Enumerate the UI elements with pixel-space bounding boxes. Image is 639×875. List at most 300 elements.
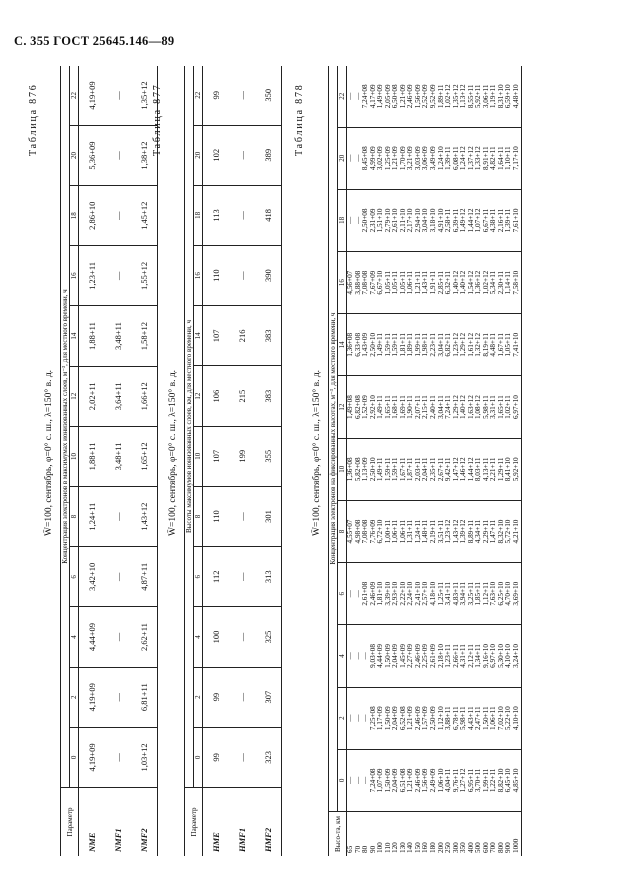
value-cell: 199 (229, 426, 255, 486)
value-cell: 1,40+12 (451, 270, 460, 295)
value-cell: 8,31+10 (496, 84, 505, 109)
value-cell: 1,35+12 (131, 66, 158, 125)
value-cell: 5,34+11 (489, 270, 498, 295)
value-cell: 2,04+09 (391, 706, 400, 731)
hour-column (347, 66, 522, 127)
hour-column (347, 127, 522, 189)
value-cell: 6,67+10 (376, 270, 385, 295)
value-cell: 6,45+10 (504, 768, 513, 793)
value-cell: 7,67+09 (368, 270, 377, 295)
table-876 (60, 66, 158, 856)
value-cell: 6,50+08 (391, 84, 400, 109)
hour-8: 8 (338, 500, 347, 562)
value-cell: 9,76+11 (451, 768, 460, 793)
value-cell: — (229, 727, 255, 787)
value-cell: 4,70+10 (504, 581, 513, 606)
value-cell: 8,82+10 (496, 768, 505, 793)
value-cell: 1,29+12 (459, 332, 468, 357)
value-cell: 2,46+09 (368, 581, 377, 606)
value-cell: — (353, 92, 362, 100)
param-name: HMF1 (237, 827, 247, 852)
hour-18: 18 (338, 189, 347, 251)
value-cell: — (353, 154, 362, 162)
value-cell: 301 (255, 486, 282, 546)
value-cell: 4,34+11 (474, 519, 483, 544)
value-cell: 1,49+11 (376, 333, 385, 357)
value-cell: 2,86+10 (79, 186, 106, 246)
hour-4: 4 (338, 625, 347, 687)
value-cell: 2,62+11 (131, 607, 158, 667)
value-cell: 8,03+11 (474, 457, 483, 482)
altitude-value: 250 (444, 842, 453, 853)
value-cell: 1,05+11 (504, 333, 513, 357)
value-cell: 2,61+10 (391, 208, 400, 233)
value-cell: 3,06+11 (481, 84, 490, 109)
value-cell: 2,23+11 (429, 333, 438, 357)
value-cell: 6,72+10 (376, 519, 385, 544)
hour-10: 10 (194, 426, 203, 486)
hour-18: 18 (70, 186, 79, 246)
value-cell: 1,45+12 (131, 186, 158, 246)
value-cell: 1,29+11 (496, 457, 505, 482)
value-cell: 1,33+12 (474, 146, 483, 171)
value-cell: 1,54+12 (466, 270, 475, 295)
value-cell: 1,06+11 (406, 270, 415, 295)
value-cell: 7,63+10 (489, 581, 498, 606)
hour-16: 16 (338, 252, 347, 314)
value-cell: 6,81+11 (131, 667, 158, 727)
value-cell: 6,51+08 (398, 768, 407, 793)
hour-column (347, 376, 522, 438)
value-cell: 1,49+08 (346, 395, 354, 419)
value-cell: 1,14+11 (504, 270, 513, 295)
hour-2: 2 (70, 667, 79, 727)
value-cell: 1,25+09 (383, 146, 392, 171)
value-cell: 3,88+08 (353, 270, 362, 295)
altitude-value: 150 (413, 842, 422, 853)
value-cell: 2,25+09 (421, 644, 430, 668)
value-cell: 4,48+11 (489, 333, 498, 357)
value-cell: 7,02+10 (496, 706, 505, 731)
value-cell: 1,02+12 (444, 84, 453, 109)
hour-16: 16 (194, 246, 203, 306)
value-cell: 1,68+11 (391, 395, 400, 419)
value-cell: 1,49+11 (376, 457, 385, 482)
value-cell: — (105, 246, 131, 306)
table-row (105, 66, 131, 856)
value-cell: 1,52+09 (361, 395, 370, 419)
value-cell: — (353, 776, 362, 784)
value-cell: 1,05+11 (398, 270, 407, 295)
value-cell: 1,56+09 (413, 84, 422, 109)
value-cell: 1,43+11 (421, 270, 430, 295)
value-cell: 4,44+09 (376, 644, 385, 668)
value-cell: 3,94+11 (459, 581, 468, 606)
value-cell: 8,55+11 (466, 84, 475, 109)
value-cell: 6,33+08 (353, 332, 362, 357)
value-cell: 1,24+12 (459, 146, 468, 171)
value-cell: 7,24+08 (368, 768, 377, 793)
data-block (347, 66, 522, 856)
value-cell: 1,23+12 (451, 332, 460, 357)
value-cell: 1,67+11 (398, 457, 407, 482)
value-cell: 5,22+10 (504, 706, 513, 731)
value-cell: 1,07+09 (376, 768, 385, 793)
value-cell: 2,61+08 (361, 581, 370, 606)
altitude-value: 1000 (512, 838, 521, 853)
value-cell: — (229, 667, 255, 727)
table-row (79, 66, 106, 856)
value-cell: 4,98+08 (353, 519, 362, 544)
value-cell: 2,58+11 (444, 208, 453, 233)
value-cell: 1,89+11 (436, 84, 445, 109)
value-cell: 1,02+12 (481, 270, 490, 295)
value-cell: 3,49+09 (429, 146, 438, 171)
hour-12: 12 (70, 366, 79, 426)
hour-22: 22 (338, 66, 347, 127)
value-cell: 7,08+08 (361, 270, 370, 295)
value-cell: 1,90+11 (406, 395, 415, 419)
group-header: Концентрация электронов в максимумах ионизованных слоев, м⁻³, для местного времени, ч (61, 66, 70, 788)
value-cell: 6,82+11 (444, 333, 453, 357)
table-row (229, 66, 255, 856)
value-cell: 2,04+11 (421, 457, 430, 482)
value-cell: 4,55+07 (346, 519, 354, 544)
value-cell: 4,85+10 (512, 768, 521, 793)
value-cell: 1,48+11 (421, 519, 430, 544)
value-cell: 102 (203, 125, 230, 185)
value-cell: 8,32+10 (496, 519, 505, 544)
value-cell: 2,61+09 (429, 644, 438, 668)
value-cell: 2,41+10 (413, 581, 422, 606)
value-cell: — (361, 652, 370, 660)
table-878-caption: Таблица 878 (294, 83, 305, 156)
value-cell: 1,21+09 (406, 706, 415, 731)
hour-column (347, 749, 522, 811)
table-877 (184, 66, 282, 856)
value-cell: 2,19+11 (429, 519, 438, 544)
value-cell: 2,24+10 (406, 581, 415, 606)
altitude-value: 100 (376, 842, 385, 853)
altitude-value: 90 (368, 845, 377, 853)
value-cell: 1,29+12 (451, 395, 460, 419)
value-cell: 1,23+11 (444, 644, 453, 668)
value-cell: 1,35+12 (451, 84, 460, 109)
value-cell: — (346, 652, 354, 660)
value-cell: — (229, 246, 255, 306)
value-cell: — (346, 92, 354, 100)
value-cell: — (229, 125, 255, 185)
value-cell: 99 (203, 727, 230, 787)
value-cell: 1,08+12 (474, 395, 483, 419)
hour-column (347, 625, 522, 687)
value-cell: 6,97+10 (512, 395, 521, 419)
value-cell: 1,81+11 (398, 333, 407, 357)
value-cell: — (105, 186, 131, 246)
value-cell: 1,99+11 (481, 768, 490, 793)
value-cell: 2,31+09 (368, 208, 377, 233)
value-cell: 1,88+11 (79, 306, 106, 366)
hour-column (347, 500, 522, 562)
param-header: Параметр (65, 807, 74, 837)
value-cell: 1,59+11 (391, 457, 400, 482)
value-cell: 4,43+11 (466, 706, 475, 730)
value-cell: 4,56+07 (346, 270, 354, 295)
table-row (203, 66, 230, 856)
value-cell: 1,38+12 (131, 125, 158, 185)
value-cell: 1,39+11 (504, 208, 513, 233)
value-cell: 1,24+11 (413, 519, 422, 544)
value-cell: 4,48+10 (512, 84, 521, 109)
value-cell: 1,21+09 (391, 146, 400, 171)
value-cell: 1,65+11 (496, 395, 505, 419)
altitude-value: 70 (353, 845, 362, 853)
altitude-value: 300 (451, 842, 460, 853)
value-cell: 1,56+09 (421, 768, 430, 793)
value-cell: 1,06+10 (436, 768, 445, 793)
value-cell: 6,67+11 (481, 208, 490, 233)
value-cell: 2,18+10 (436, 644, 445, 668)
value-cell: 1,46+12 (459, 457, 468, 482)
value-cell: 6,25+10 (496, 581, 505, 606)
value-cell: 1,44+12 (466, 457, 475, 482)
hours-row (70, 66, 79, 856)
value-cell: 383 (255, 366, 282, 426)
value-cell: 2,46+09 (413, 644, 422, 668)
hour-column (347, 189, 522, 251)
value-cell: 2,50+10 (368, 457, 377, 482)
value-cell: 8,45+08 (361, 146, 370, 171)
value-cell: 355 (255, 426, 282, 486)
value-cell: 99 (203, 667, 230, 727)
value-cell: 1,50+11 (481, 706, 490, 730)
value-cell: 1,43+12 (451, 519, 460, 544)
value-cell: 1,21+11 (413, 270, 422, 295)
value-cell: 3,48+11 (105, 426, 131, 486)
value-cell: 6,08+11 (451, 146, 460, 170)
value-cell: 1,81+10 (376, 581, 385, 606)
value-cell: 2,40+11 (429, 395, 438, 419)
param-name: NMF1 (113, 828, 123, 852)
altitude-value: 500 (474, 842, 483, 853)
value-cell: 3,06+09 (421, 146, 430, 171)
value-cell: 5,72+10 (504, 519, 513, 544)
value-cell: 6,82+08 (353, 395, 362, 419)
param-name: HME (211, 832, 221, 852)
value-cell: 4,13+11 (481, 457, 490, 482)
value-cell: 6,52+08 (398, 706, 407, 731)
value-cell: 350 (255, 66, 282, 125)
value-cell: 2,50+09 (429, 706, 438, 731)
value-cell: 110 (203, 246, 230, 306)
altitude-value: 80 (361, 845, 370, 853)
value-cell: 1,03+12 (131, 727, 158, 787)
value-cell: 4,82+11 (489, 146, 498, 170)
value-cell: 4,19+09 (79, 66, 106, 125)
value-cell: 1,10+11 (504, 146, 513, 170)
value-cell: 2,04+09 (391, 644, 400, 668)
value-cell: 1,99+11 (413, 333, 422, 357)
value-cell: — (353, 590, 362, 598)
value-cell: 2,11+10 (398, 208, 407, 233)
value-cell: 3,69+10 (512, 581, 521, 606)
value-cell: 1,49+12 (459, 208, 468, 233)
value-cell: 3,21+09 (406, 146, 415, 171)
value-cell: 2,35+11 (429, 457, 438, 482)
value-cell: 107 (203, 306, 230, 366)
value-cell: 2,22+10 (398, 581, 407, 606)
value-cell: 1,00+11 (383, 519, 392, 544)
value-cell: 2,46+09 (406, 84, 415, 109)
value-cell: 7,25+08 (368, 706, 377, 731)
value-cell: 1,21+09 (406, 768, 415, 793)
value-cell: — (361, 776, 370, 784)
value-cell: 4,19+09 (79, 667, 106, 727)
value-cell: 1,59+11 (391, 333, 400, 357)
value-cell: 1,91+11 (429, 270, 438, 295)
value-cell: 6,78+11 (451, 706, 460, 730)
value-cell: 7,58+10 (512, 270, 521, 295)
value-cell: 2,50+10 (368, 332, 377, 357)
value-cell: 1,36+12 (474, 270, 483, 295)
value-cell: 307 (255, 667, 282, 727)
value-cell: 1,21+09 (398, 84, 407, 109)
table-877-title: W̄=100, сентябрь, φ=0° с. ш., λ=150° в. д. (168, 369, 178, 536)
value-cell: 1,50+09 (383, 706, 392, 731)
value-cell: 3,24+10 (512, 644, 521, 668)
value-cell: 1,59+11 (383, 457, 392, 482)
value-cell: 2,04+09 (391, 768, 400, 793)
value-cell: 3,03+09 (413, 146, 422, 171)
altitude-value: 900 (504, 842, 513, 853)
altitude-value: 180 (429, 842, 438, 853)
value-cell: 4,17+09 (368, 84, 377, 109)
hours-row (194, 66, 203, 856)
table-row (131, 66, 158, 856)
value-cell: 1,27+12 (459, 768, 468, 793)
hour-14: 14 (338, 314, 347, 376)
value-cell: — (361, 714, 370, 722)
value-cell: 6,95+11 (466, 768, 475, 793)
value-cell: 9,52+09 (429, 84, 438, 109)
rotated-page-content (22, 56, 639, 856)
value-cell: 1,87+11 (406, 457, 415, 482)
value-cell: 6,97+10 (489, 644, 498, 668)
value-cell: 1,31+11 (406, 519, 415, 544)
value-cell: 215 (229, 366, 255, 426)
value-cell: — (346, 590, 354, 598)
value-cell: 1,69+11 (398, 395, 407, 419)
hour-16: 16 (70, 246, 79, 306)
hour-0: 0 (338, 749, 347, 811)
value-cell: 4,04+11 (444, 768, 453, 793)
altitude-value: 400 (466, 842, 475, 853)
altitude-value: 120 (391, 842, 400, 853)
value-cell: 5,98+11 (481, 395, 490, 419)
value-cell: 99 (203, 66, 230, 125)
altitude-value: 110 (383, 842, 392, 853)
table-row (255, 66, 282, 856)
value-cell: — (346, 216, 354, 225)
value-cell: — (105, 487, 131, 547)
value-cell: 1,39+12 (459, 519, 468, 544)
value-cell: 1,37+12 (466, 146, 475, 171)
value-cell: 418 (255, 185, 282, 245)
hour-column (347, 314, 522, 376)
value-cell: 2,21+11 (489, 457, 498, 482)
value-cell: 3,88+11 (444, 706, 453, 730)
value-cell: 2,79+10 (383, 208, 392, 233)
value-cell: — (353, 216, 362, 225)
value-cell: 2,02+11 (79, 366, 106, 426)
altitude-header: Высо-та, км (333, 816, 342, 852)
value-cell: 1,49+09 (376, 84, 385, 109)
value-cell: 323 (255, 727, 282, 787)
value-cell: — (105, 607, 131, 667)
value-cell: 1,57+09 (421, 706, 430, 731)
hour-10: 10 (338, 438, 347, 500)
value-cell: 6,59+10 (504, 84, 513, 109)
value-cell: 2,49+09 (429, 768, 438, 793)
value-cell: 9,03+08 (368, 644, 377, 668)
value-cell: — (353, 652, 362, 660)
value-cell: 2,07+11 (413, 395, 422, 419)
value-cell: 1,05+11 (391, 270, 400, 295)
hour-14: 14 (70, 306, 79, 366)
value-cell: 4,83+11 (451, 581, 460, 606)
value-cell: — (105, 667, 131, 727)
value-cell: 7,61+10 (512, 208, 521, 233)
value-cell: 7,24+11 (444, 395, 453, 419)
value-cell: 1,66+12 (131, 366, 158, 426)
value-cell: 1,19+11 (489, 84, 498, 109)
value-cell: 4,99+09 (368, 146, 377, 171)
value-cell: 2,12+11 (466, 644, 475, 668)
altitude-value: 140 (406, 842, 415, 853)
hour-4: 4 (194, 607, 203, 667)
value-cell: 1,65+12 (131, 426, 158, 486)
value-cell: 1,24+11 (79, 487, 106, 547)
value-cell: 1,98+11 (421, 333, 430, 357)
value-cell: — (346, 776, 354, 784)
value-cell: 7,41+10 (512, 332, 521, 357)
value-cell: 2,66+11 (451, 644, 460, 668)
value-cell: 390 (255, 246, 282, 306)
value-cell: — (105, 547, 131, 607)
value-cell: 7,08+08 (361, 519, 370, 544)
value-cell: 3,39+10 (383, 581, 392, 606)
value-cell: 1,88+11 (79, 426, 106, 486)
hour-2: 2 (194, 667, 203, 727)
value-cell: 1,25+11 (436, 581, 445, 606)
page-header: С. 355 ГОСТ 25645.146—89 (14, 34, 175, 48)
table-878-title: W̄=100, сентябрь, φ=0° с. ш., λ=150° в. д. (312, 369, 322, 536)
hour-0: 0 (194, 727, 203, 787)
hour-column (347, 687, 522, 749)
value-cell: 2,57+10 (421, 581, 430, 606)
value-cell: 1,63+12 (466, 395, 475, 419)
hour-12: 12 (338, 376, 347, 438)
value-cell: 1,45+09 (398, 644, 407, 668)
hour-20: 20 (338, 127, 347, 189)
value-cell: 1,67+11 (496, 333, 505, 357)
value-cell: 1,50+09 (383, 768, 392, 793)
value-cell: 1,13+09 (361, 457, 370, 482)
value-cell: 2,85+11 (436, 270, 445, 295)
value-cell: 4,44+09 (79, 607, 106, 667)
value-cell: 1,36+08 (346, 457, 354, 482)
value-cell: 2,67+11 (436, 457, 445, 482)
